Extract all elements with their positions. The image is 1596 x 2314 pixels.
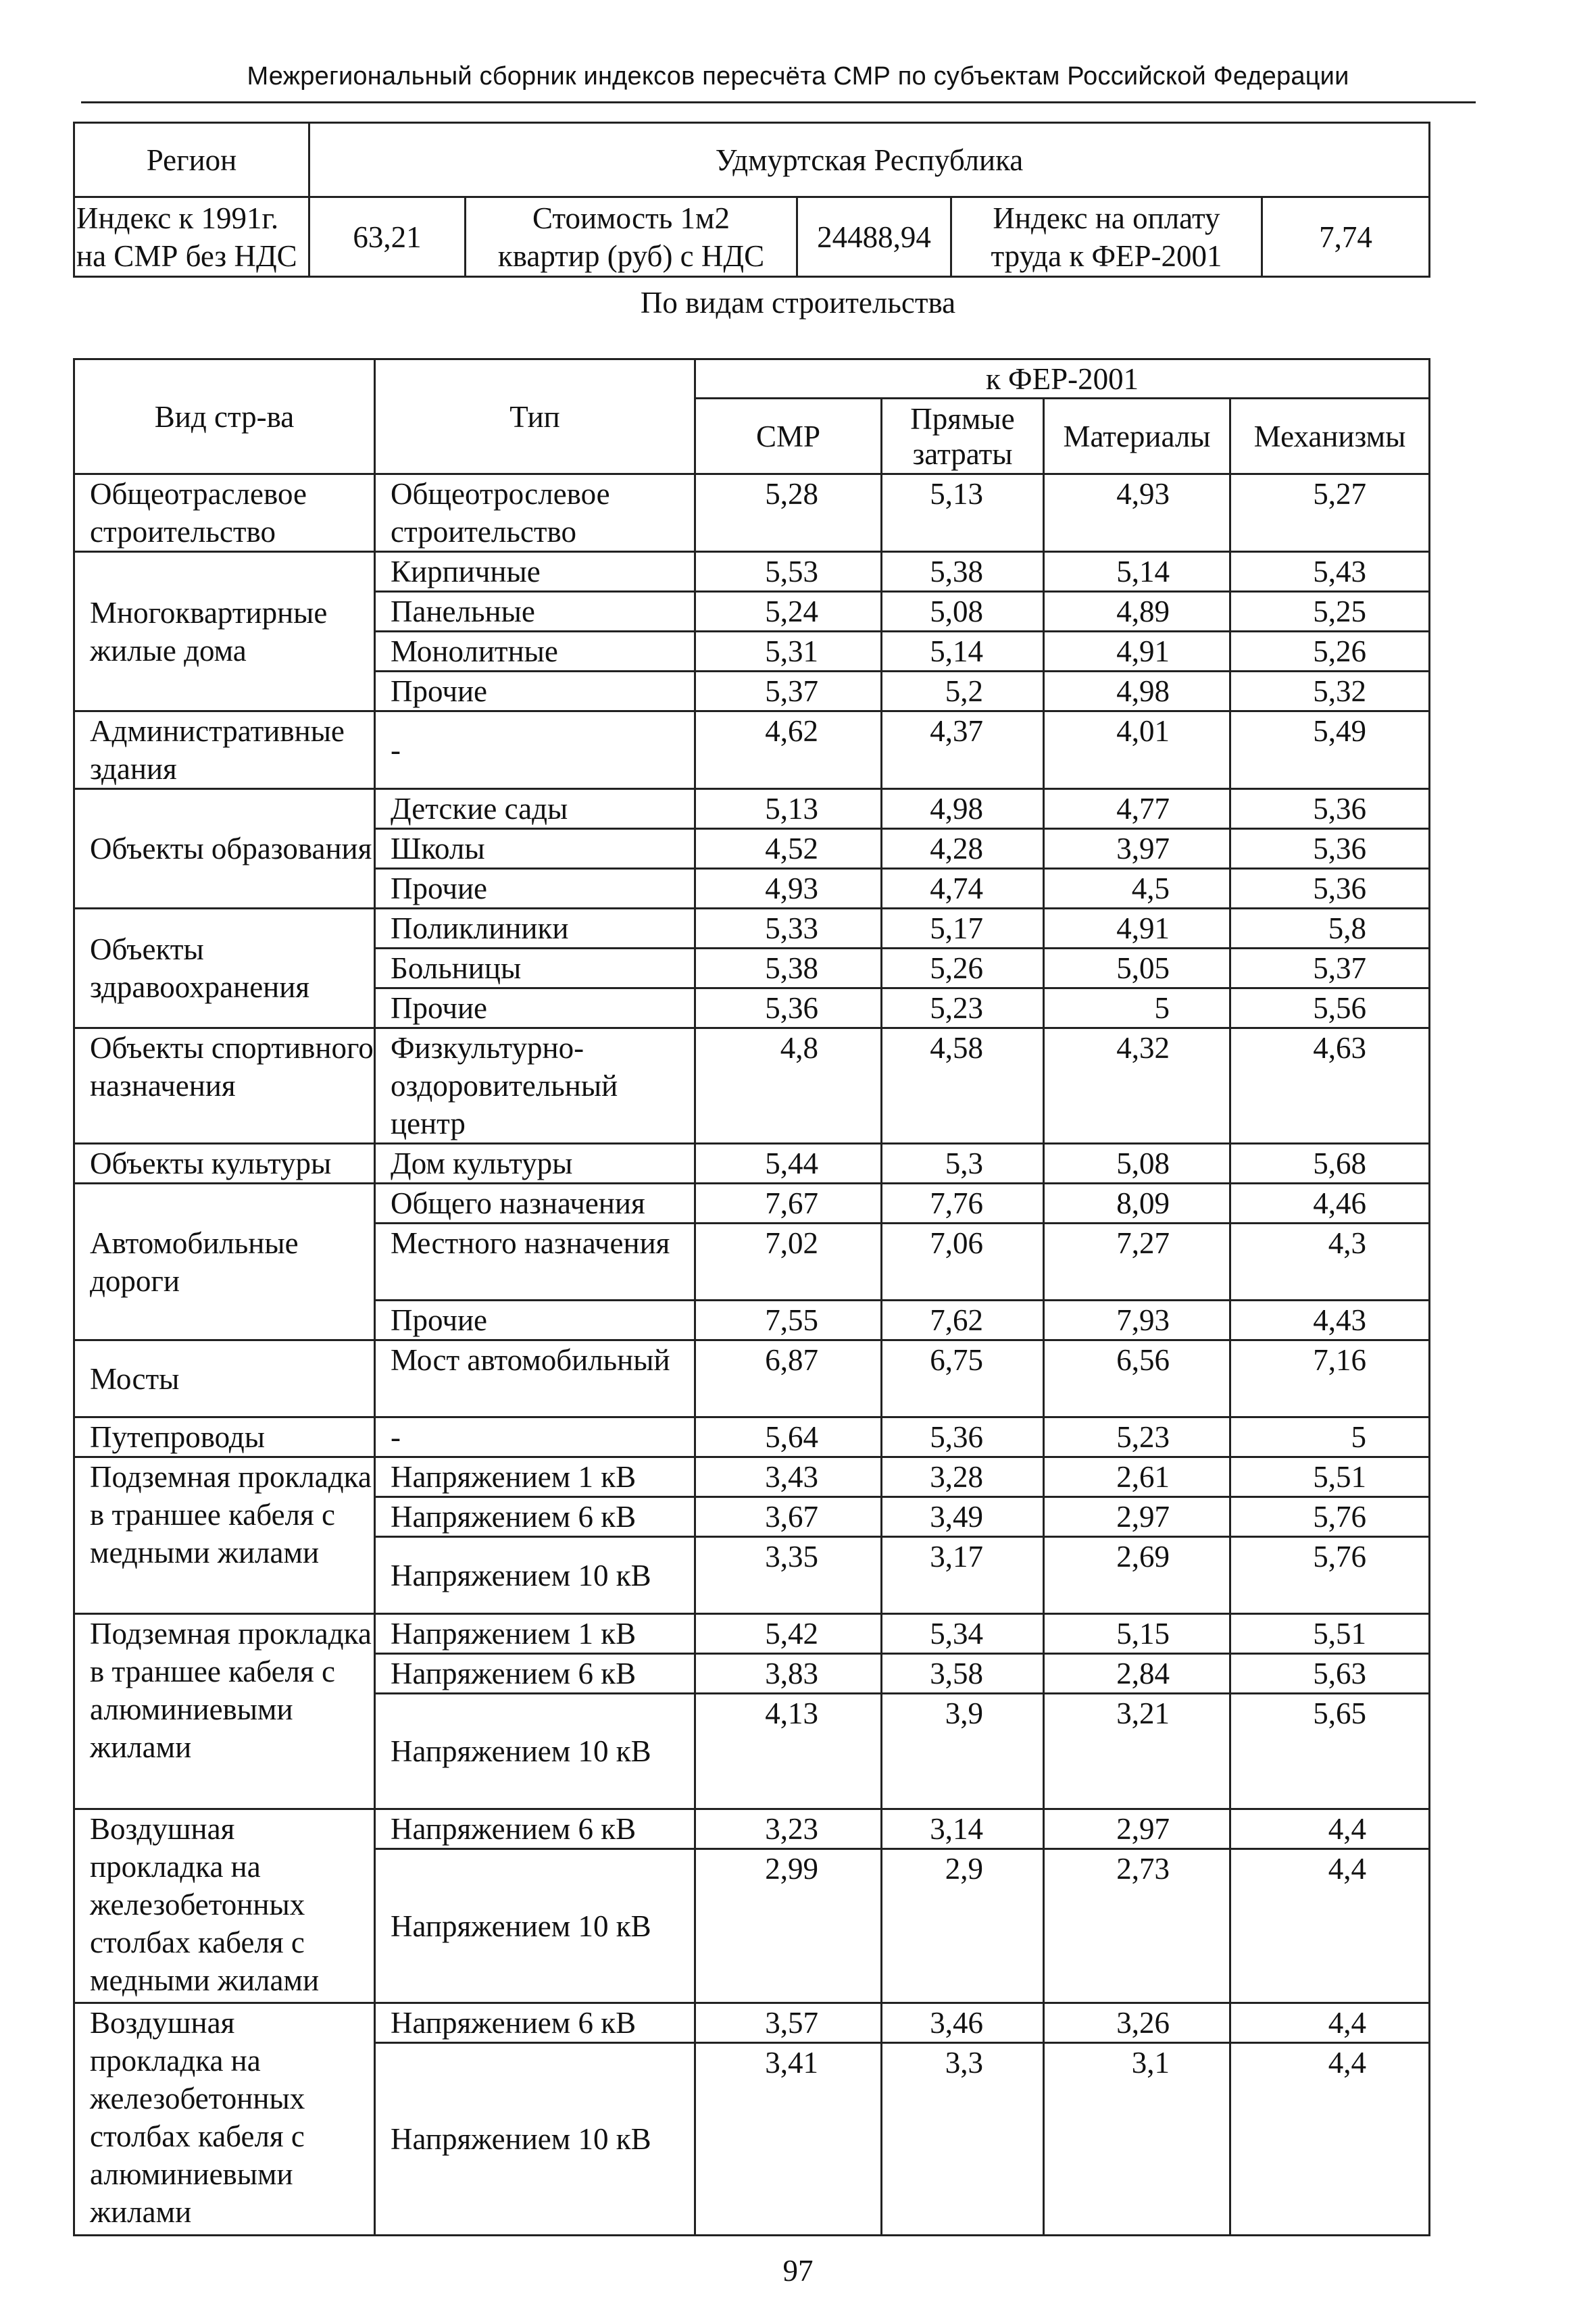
row-type: Напряжением 6 кВ bbox=[375, 1654, 695, 1694]
row-type: Дом культуры bbox=[375, 1144, 695, 1184]
value-smr: 5,28 bbox=[695, 474, 882, 552]
value-materials: 7,93 bbox=[1044, 1301, 1230, 1340]
value-machines: 4,46 bbox=[1230, 1184, 1430, 1224]
col-header-direct-costs-line2: затраты bbox=[912, 436, 1013, 471]
value-smr: 7,67 bbox=[695, 1184, 882, 1224]
page-number: 97 bbox=[782, 2254, 814, 2288]
value-direct-costs: 5,13 bbox=[882, 474, 1044, 552]
row-kind: Общеотраслевое строительство bbox=[74, 474, 375, 552]
value-direct-costs: 7,62 bbox=[882, 1301, 1044, 1340]
row-type: Панельные bbox=[375, 592, 695, 632]
row-type: Прочие bbox=[375, 1301, 695, 1340]
value-machines: 5,32 bbox=[1230, 672, 1430, 711]
value-machines: 5,51 bbox=[1230, 1457, 1430, 1497]
row-type: Общеотрослевое строительство bbox=[375, 474, 695, 552]
table-row bbox=[74, 2003, 1430, 2043]
value-direct-costs: 3,28 bbox=[882, 1457, 1044, 1497]
row-type: Напряжением 6 кВ bbox=[375, 1809, 695, 1849]
wage-index-label bbox=[951, 197, 1262, 277]
value-machines: 4,63 bbox=[1230, 1028, 1430, 1144]
table-row bbox=[74, 1028, 1430, 1144]
row-type: Детские сады bbox=[375, 789, 695, 829]
value-smr: 6,87 bbox=[695, 1340, 882, 1417]
value-materials: 5 bbox=[1044, 988, 1230, 1028]
col-header-group: к ФЕР-2001 bbox=[695, 359, 1430, 399]
row-type: Прочие bbox=[375, 672, 695, 711]
row-kind: Объекты образования bbox=[74, 789, 375, 909]
value-direct-costs: 6,75 bbox=[882, 1340, 1044, 1417]
region-label: Регион bbox=[74, 123, 309, 197]
value-machines: 7,16 bbox=[1230, 1340, 1430, 1417]
value-direct-costs: 5,14 bbox=[882, 632, 1044, 672]
table-row bbox=[74, 1144, 1430, 1184]
value-direct-costs: 4,37 bbox=[882, 711, 1044, 789]
value-materials: 4,89 bbox=[1044, 592, 1230, 632]
value-smr: 5,42 bbox=[695, 1614, 882, 1654]
value-direct-costs: 5,36 bbox=[882, 1417, 1044, 1457]
header-rule bbox=[81, 101, 1476, 103]
row-kind: Воздушная прокладка на железобетонных столбах кабеля с медными жилами bbox=[74, 1809, 375, 2003]
row-kind: Многоквартирные жилые дома bbox=[74, 552, 375, 711]
value-machines: 5,68 bbox=[1230, 1144, 1430, 1184]
value-smr: 7,55 bbox=[695, 1301, 882, 1340]
value-machines: 4,43 bbox=[1230, 1301, 1430, 1340]
value-materials: 2,69 bbox=[1044, 1537, 1230, 1614]
value-machines: 5,76 bbox=[1230, 1537, 1430, 1614]
value-machines: 5,27 bbox=[1230, 474, 1430, 552]
row-type: Общего назначения bbox=[375, 1184, 695, 1224]
row-type: Напряжением 6 кВ bbox=[375, 2003, 695, 2043]
value-direct-costs: 3,9 bbox=[882, 1694, 1044, 1809]
row-type: Мост автомобильный bbox=[375, 1340, 695, 1417]
value-direct-costs: 4,28 bbox=[882, 829, 1044, 869]
value-materials: 2,73 bbox=[1044, 1849, 1230, 2003]
value-machines: 5 bbox=[1230, 1417, 1430, 1457]
value-materials: 3,1 bbox=[1044, 2043, 1230, 2236]
index-1991-value: 63,21 bbox=[309, 197, 466, 277]
value-materials: 5,23 bbox=[1044, 1417, 1230, 1457]
value-smr: 5,64 bbox=[695, 1417, 882, 1457]
value-smr: 5,44 bbox=[695, 1144, 882, 1184]
value-smr: 3,35 bbox=[695, 1537, 882, 1614]
table-row bbox=[74, 1457, 1430, 1497]
value-materials: 5,08 bbox=[1044, 1144, 1230, 1184]
value-materials: 4,5 bbox=[1044, 869, 1230, 909]
value-materials: 3,26 bbox=[1044, 2003, 1230, 2043]
cost-per-m2-label-line2: квартир (руб) с НДС bbox=[497, 238, 765, 273]
value-smr: 7,02 bbox=[695, 1224, 882, 1301]
value-machines: 5,36 bbox=[1230, 789, 1430, 829]
value-materials: 5,05 bbox=[1044, 949, 1230, 988]
value-smr: 3,23 bbox=[695, 1809, 882, 1849]
table-row bbox=[74, 474, 1430, 552]
value-materials: 5,14 bbox=[1044, 552, 1230, 592]
value-direct-costs: 3,3 bbox=[882, 2043, 1044, 2236]
row-type: Местного назначения bbox=[375, 1224, 695, 1301]
value-smr: 5,53 bbox=[695, 552, 882, 592]
row-type: Напряжением 1 кВ bbox=[375, 1457, 695, 1497]
value-machines: 4,3 bbox=[1230, 1224, 1430, 1301]
value-smr: 5,31 bbox=[695, 632, 882, 672]
index-1991-label bbox=[74, 197, 309, 277]
value-smr: 5,24 bbox=[695, 592, 882, 632]
value-materials: 4,01 bbox=[1044, 711, 1230, 789]
table-row bbox=[74, 552, 1430, 592]
value-direct-costs: 2,9 bbox=[882, 1849, 1044, 2003]
value-machines: 5,36 bbox=[1230, 869, 1430, 909]
row-kind: Административные здания bbox=[74, 711, 375, 789]
table-row bbox=[74, 1417, 1430, 1457]
index-1991-label-line2: на СМР без НДС bbox=[76, 238, 297, 273]
cost-per-m2-label-line1: Стоимость 1м2 bbox=[532, 201, 730, 235]
value-smr: 3,43 bbox=[695, 1457, 882, 1497]
col-header-machines: Механизмы bbox=[1230, 399, 1430, 474]
value-machines: 5,51 bbox=[1230, 1614, 1430, 1654]
row-type: Напряжением 10 кВ bbox=[375, 1694, 695, 1809]
value-materials: 2,97 bbox=[1044, 1497, 1230, 1537]
row-type: Прочие bbox=[375, 988, 695, 1028]
value-smr: 4,52 bbox=[695, 829, 882, 869]
value-materials: 4,77 bbox=[1044, 789, 1230, 829]
value-direct-costs: 4,98 bbox=[882, 789, 1044, 829]
table-row bbox=[74, 1340, 1430, 1417]
value-machines: 5,65 bbox=[1230, 1694, 1430, 1809]
row-kind: Воздушная прокладка на железобетонных столбах кабеля с алюминиевыми жилами bbox=[74, 2003, 375, 2236]
value-smr: 4,93 bbox=[695, 869, 882, 909]
value-materials: 3,97 bbox=[1044, 829, 1230, 869]
index-1991-label-line1: Индекс к 1991г. bbox=[76, 201, 279, 235]
cost-per-m2-label bbox=[466, 197, 797, 277]
table-row bbox=[74, 1614, 1430, 1654]
value-materials: 2,61 bbox=[1044, 1457, 1230, 1497]
wage-index-value: 7,74 bbox=[1262, 197, 1430, 277]
row-kind: Объекты спортивного назначения bbox=[74, 1028, 375, 1144]
value-direct-costs: 5,38 bbox=[882, 552, 1044, 592]
value-smr: 3,41 bbox=[695, 2043, 882, 2236]
row-type: Напряжением 1 кВ bbox=[375, 1614, 695, 1654]
value-direct-costs: 7,76 bbox=[882, 1184, 1044, 1224]
col-header-kind: Вид стр-ва bbox=[74, 359, 375, 474]
row-type: Напряжением 10 кВ bbox=[375, 2043, 695, 2236]
value-machines: 4,4 bbox=[1230, 2043, 1430, 2236]
value-smr: 4,13 bbox=[695, 1694, 882, 1809]
row-kind: Объекты здравоохранения bbox=[74, 909, 375, 1028]
running-header: Межрегиональный сборник индексов пересчёта СМР по субъектам Российской Федерации bbox=[247, 62, 1349, 91]
value-materials: 8,09 bbox=[1044, 1184, 1230, 1224]
value-direct-costs: 5,17 bbox=[882, 909, 1044, 949]
value-materials: 7,27 bbox=[1044, 1224, 1230, 1301]
value-direct-costs: 7,06 bbox=[882, 1224, 1044, 1301]
value-machines: 5,26 bbox=[1230, 632, 1430, 672]
value-materials: 4,93 bbox=[1044, 474, 1230, 552]
row-type: Напряжением 10 кВ bbox=[375, 1849, 695, 2003]
value-machines: 5,63 bbox=[1230, 1654, 1430, 1694]
indices-table bbox=[73, 358, 1430, 2236]
row-type: Напряжением 10 кВ bbox=[375, 1537, 695, 1614]
value-smr: 5,37 bbox=[695, 672, 882, 711]
table-row bbox=[74, 1184, 1430, 1224]
value-smr: 3,67 bbox=[695, 1497, 882, 1537]
value-smr: 5,33 bbox=[695, 909, 882, 949]
value-smr: 3,57 bbox=[695, 2003, 882, 2043]
col-header-materials: Материалы bbox=[1044, 399, 1230, 474]
value-materials: 4,32 bbox=[1044, 1028, 1230, 1144]
value-direct-costs: 4,58 bbox=[882, 1028, 1044, 1144]
value-direct-costs: 5,3 bbox=[882, 1144, 1044, 1184]
region-name: Удмуртская Республика bbox=[309, 123, 1430, 197]
row-kind: Подземная прокладка в траншее кабеля с алюминиевыми жилами bbox=[74, 1614, 375, 1809]
section-title: По видам строительства bbox=[640, 286, 956, 320]
value-direct-costs: 3,58 bbox=[882, 1654, 1044, 1694]
value-smr: 3,83 bbox=[695, 1654, 882, 1694]
value-machines: 5,37 bbox=[1230, 949, 1430, 988]
value-smr: 5,13 bbox=[695, 789, 882, 829]
value-smr: 4,62 bbox=[695, 711, 882, 789]
row-kind: Путепроводы bbox=[74, 1417, 375, 1457]
table-row bbox=[74, 711, 1430, 789]
value-direct-costs: 5,08 bbox=[882, 592, 1044, 632]
region-table bbox=[73, 122, 1430, 278]
row-type: Напряжением 6 кВ bbox=[375, 1497, 695, 1537]
row-type: Физкультурно-оздоровительный центр bbox=[375, 1028, 695, 1144]
col-header-direct-costs bbox=[882, 399, 1044, 474]
col-header-direct-costs-line1: Прямые bbox=[910, 401, 1015, 436]
row-kind: Объекты культуры bbox=[74, 1144, 375, 1184]
row-type: Школы bbox=[375, 829, 695, 869]
value-machines: 4,4 bbox=[1230, 1849, 1430, 2003]
value-smr: 2,99 bbox=[695, 1849, 882, 2003]
value-smr: 4,8 bbox=[695, 1028, 882, 1144]
value-direct-costs: 3,14 bbox=[882, 1809, 1044, 1849]
value-materials: 4,98 bbox=[1044, 672, 1230, 711]
value-direct-costs: 3,49 bbox=[882, 1497, 1044, 1537]
value-direct-costs: 5,2 bbox=[882, 672, 1044, 711]
row-kind: Мосты bbox=[74, 1340, 375, 1417]
cost-per-m2-value: 24488,94 bbox=[797, 197, 951, 277]
value-smr: 5,38 bbox=[695, 949, 882, 988]
value-machines: 5,8 bbox=[1230, 909, 1430, 949]
row-type: Монолитные bbox=[375, 632, 695, 672]
col-header-smr: СМР bbox=[695, 399, 882, 474]
value-machines: 5,43 bbox=[1230, 552, 1430, 592]
value-machines: 4,4 bbox=[1230, 2003, 1430, 2043]
table-row bbox=[74, 909, 1430, 949]
value-machines: 5,25 bbox=[1230, 592, 1430, 632]
value-smr: 5,36 bbox=[695, 988, 882, 1028]
row-type: - bbox=[375, 1417, 695, 1457]
table-row bbox=[74, 1809, 1430, 1849]
row-type: - bbox=[375, 711, 695, 789]
value-machines: 5,76 bbox=[1230, 1497, 1430, 1537]
row-type: Больницы bbox=[375, 949, 695, 988]
row-kind: Автомобильные дороги bbox=[74, 1184, 375, 1340]
value-machines: 5,36 bbox=[1230, 829, 1430, 869]
value-direct-costs: 5,23 bbox=[882, 988, 1044, 1028]
value-direct-costs: 3,17 bbox=[882, 1537, 1044, 1614]
table-row bbox=[74, 789, 1430, 829]
row-type: Поликлиники bbox=[375, 909, 695, 949]
value-direct-costs: 4,74 bbox=[882, 869, 1044, 909]
value-materials: 6,56 bbox=[1044, 1340, 1230, 1417]
row-kind: Подземная прокладка в траншее кабеля с медными жилами bbox=[74, 1457, 375, 1614]
value-materials: 4,91 bbox=[1044, 909, 1230, 949]
value-machines: 4,4 bbox=[1230, 1809, 1430, 1849]
wage-index-label-line2: труда к ФЕР-2001 bbox=[991, 238, 1222, 273]
value-direct-costs: 5,26 bbox=[882, 949, 1044, 988]
value-materials: 2,97 bbox=[1044, 1809, 1230, 1849]
row-type: Прочие bbox=[375, 869, 695, 909]
col-header-type: Тип bbox=[375, 359, 695, 474]
value-direct-costs: 5,34 bbox=[882, 1614, 1044, 1654]
value-machines: 5,56 bbox=[1230, 988, 1430, 1028]
wage-index-label-line1: Индекс на оплату bbox=[993, 201, 1220, 235]
value-materials: 5,15 bbox=[1044, 1614, 1230, 1654]
row-type: Кирпичные bbox=[375, 552, 695, 592]
value-machines: 5,49 bbox=[1230, 711, 1430, 789]
value-materials: 4,91 bbox=[1044, 632, 1230, 672]
value-materials: 2,84 bbox=[1044, 1654, 1230, 1694]
value-direct-costs: 3,46 bbox=[882, 2003, 1044, 2043]
value-materials: 3,21 bbox=[1044, 1694, 1230, 1809]
